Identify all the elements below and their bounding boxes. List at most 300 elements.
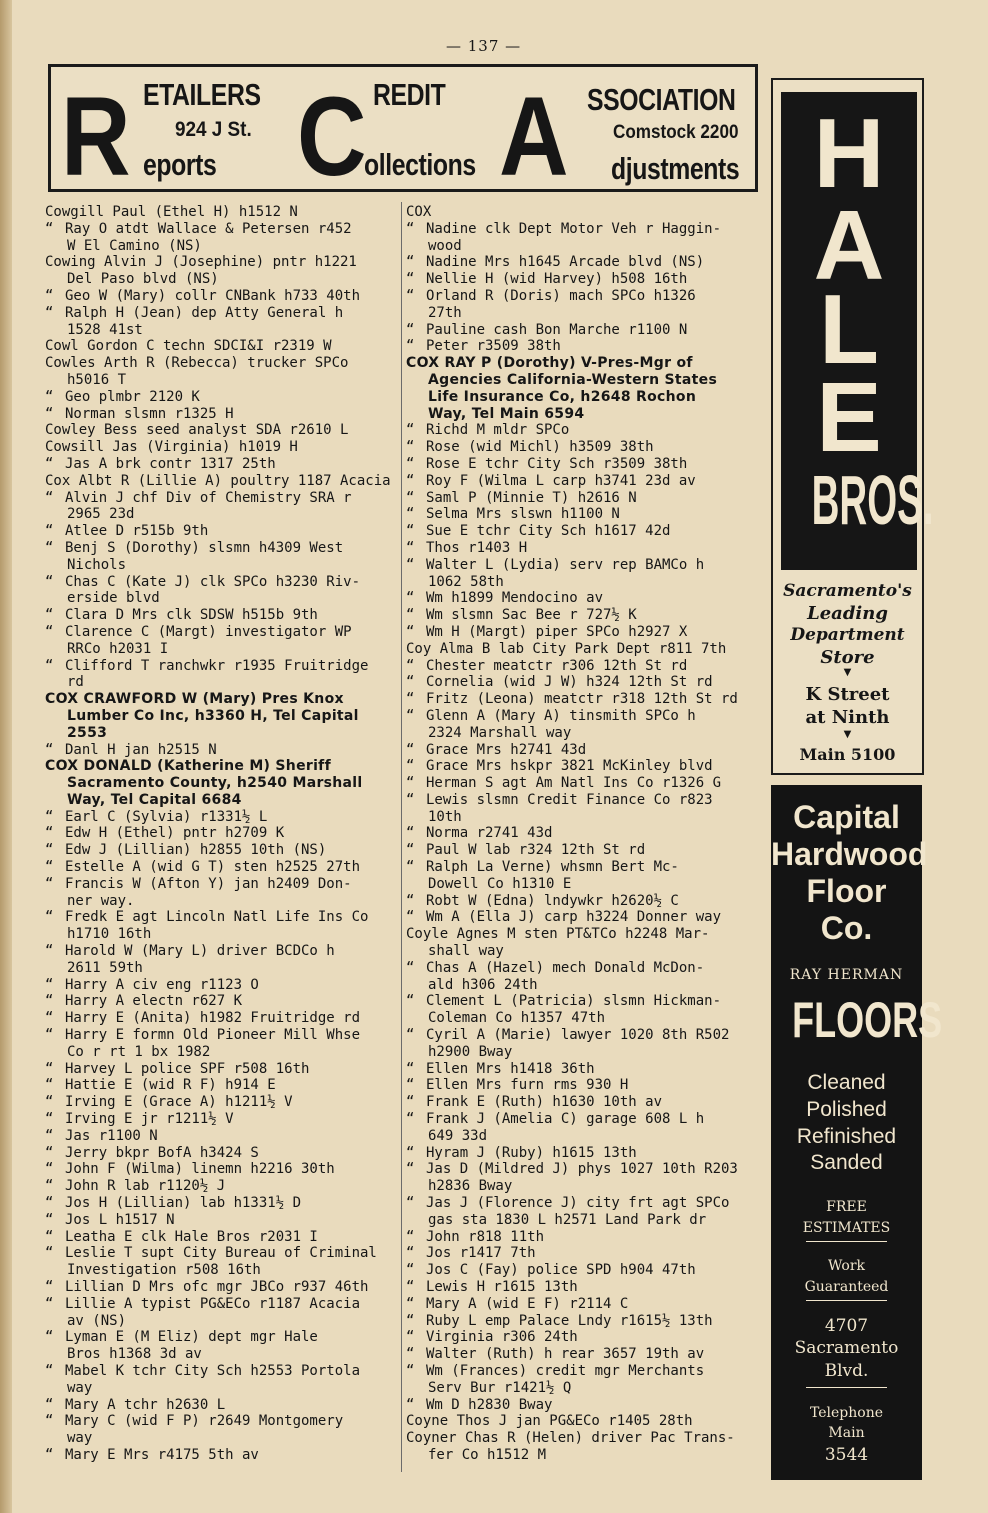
- entry-text: Wm h1899 Mendocino av: [426, 590, 604, 607]
- directory-entry-continuation: [406, 809, 762, 826]
- ditto-mark: “: [45, 825, 54, 842]
- ditto-mark: “: [406, 321, 415, 338]
- directory-entry: [45, 977, 397, 994]
- directory-entry: [406, 1262, 762, 1279]
- ditto-mark: “: [45, 1295, 54, 1312]
- capital-service-1: Cleaned: [807, 1071, 886, 1094]
- ditto-mark: “: [406, 287, 415, 304]
- entry-text: Harold W (Mary L) driver BCDCo h: [65, 943, 335, 960]
- entry-text: Herman S agt Am Natl Ins Co r1326 G: [426, 775, 722, 792]
- directory-entry: [406, 355, 762, 372]
- entry-text: Serv Bur r1421½ Q: [428, 1379, 572, 1396]
- directory-entry: [45, 254, 397, 271]
- ditto-mark: “: [406, 909, 415, 926]
- directory-entry: [45, 1111, 397, 1128]
- directory-entry: [45, 490, 397, 507]
- ditto-mark: “: [406, 1312, 415, 1329]
- entry-text: ner way.: [67, 892, 135, 909]
- entry-text: Estelle A (wid G T) sten h2525 27th: [65, 859, 361, 876]
- ditto-mark: “: [45, 976, 54, 993]
- entry-text: Harry A civ eng r1123 O: [65, 976, 259, 993]
- ditto-mark: “: [406, 1362, 415, 1379]
- entry-text: Norma r2741 43d: [426, 825, 553, 842]
- entry-text: Investigation r508 16th: [67, 1262, 261, 1279]
- directory-entry-continuation: [45, 893, 397, 910]
- directory-entry-continuation: [406, 725, 762, 742]
- entry-text: Rose (wid Michl) h3509 38th: [426, 439, 654, 456]
- entry-text: Richd M mldr SPCo: [426, 422, 570, 439]
- ditto-mark: “: [406, 959, 415, 976]
- banner-r-letter: R: [61, 74, 131, 192]
- banner-djustments: djustments: [611, 151, 740, 186]
- entry-text: 2553: [67, 724, 108, 741]
- entry-text: Ruby L emp Palace Lndy r1615½ 13th: [426, 1312, 713, 1329]
- directory-entry-continuation: [45, 725, 397, 742]
- hale-letter-h: H: [813, 98, 885, 208]
- directory-entry: [406, 557, 762, 574]
- directory-entry: [406, 1061, 762, 1078]
- directory-entry-continuation: [45, 372, 397, 389]
- entry-text: Lumber Co Inc, h3360 H, Tel Capital: [67, 707, 359, 724]
- entry-text: Clara D Mrs clk SDSW h515b 9th: [65, 607, 318, 624]
- ditto-mark: “: [406, 1262, 415, 1279]
- ditto-mark: “: [406, 1144, 415, 1161]
- entry-text: Jas A brk contr 1317 25th: [65, 455, 276, 472]
- directory-entry: [406, 742, 762, 759]
- ditto-mark: “: [45, 607, 54, 624]
- entry-text: Saml P (Minnie T) h2616 N: [426, 489, 637, 506]
- ditto-mark: “: [406, 1027, 415, 1044]
- ditto-mark: “: [406, 741, 415, 758]
- ditto-mark: “: [406, 472, 415, 489]
- directory-entry: [406, 590, 762, 607]
- entry-text: Wm slsmn Sac Bee r 727½ K: [426, 607, 637, 624]
- entry-text: Alvin J chf Div of Chemistry SRA r: [65, 489, 352, 506]
- directory-entry: [45, 1077, 397, 1094]
- ditto-mark: “: [45, 1178, 54, 1195]
- directory-entry: [406, 792, 762, 809]
- ditto-mark: “: [406, 623, 415, 640]
- banner-etailers: ETAILERS: [143, 77, 261, 112]
- capital-guaranteed: Guaranteed: [804, 1279, 889, 1295]
- entry-text: Sacramento County, h2540 Marshall: [67, 775, 363, 792]
- directory-entry: [45, 1094, 397, 1111]
- ditto-mark: “: [406, 1295, 415, 1312]
- ditto-mark: “: [45, 287, 54, 304]
- entry-text: Nadine Mrs h1645 Arcade blvd (NS): [426, 254, 705, 271]
- entry-text: way: [67, 1379, 93, 1396]
- directory-entry-continuation: [406, 305, 762, 322]
- entry-text: Cox Albt R (Lillie A) poultry 1187 Acacia: [45, 472, 391, 489]
- entry-text: Rose E tchr City Sch r3509 38th: [426, 455, 688, 472]
- directory-entry: [45, 204, 397, 221]
- page-spine: [0, 0, 12, 1513]
- ditto-mark: “: [45, 1396, 54, 1413]
- hale-cross-street: at Ninth: [805, 707, 890, 728]
- ditto-mark: “: [45, 388, 54, 405]
- entry-text: Coyle Agnes M sten PT&TCo h2248 Mar-: [406, 926, 710, 943]
- directory-entry: [45, 1397, 397, 1414]
- directory-entry: [45, 288, 397, 305]
- directory-entry: [406, 473, 762, 490]
- directory-entry-continuation: [406, 372, 762, 389]
- ditto-mark: “: [45, 808, 54, 825]
- entry-text: Cowl Gordon C techn SDCI&I r2319 W: [45, 338, 332, 355]
- ditto-mark: “: [406, 220, 415, 237]
- entry-text: gas sta 1830 L h2571 Land Park dr: [428, 1211, 707, 1228]
- ditto-mark: “: [45, 1413, 54, 1430]
- entry-text: Edw J (Lillian) h2855 10th (NS): [65, 842, 327, 859]
- entry-text: Chas C (Kate J) clk SPCo h3230 Riv-: [65, 573, 361, 590]
- entry-text: John r818 11th: [426, 1228, 545, 1245]
- entry-text: Grace Mrs h2741 43d: [426, 741, 587, 758]
- entry-text: Coy Alma B lab City Park Dept r811 7th: [406, 640, 727, 657]
- entry-text: Life Insurance Co, h2648 Rochon: [428, 388, 697, 405]
- directory-entry: [406, 1430, 762, 1447]
- ditto-mark: “: [45, 573, 54, 590]
- directory-entry: [45, 1212, 397, 1229]
- directory-entry: [406, 641, 762, 658]
- entry-text: h1710 16th: [67, 926, 152, 943]
- directory-entry-continuation: [45, 322, 397, 339]
- ditto-mark: “: [406, 691, 415, 708]
- directory-entry: [45, 876, 397, 893]
- directory-entry: [406, 960, 762, 977]
- directory-entry-continuation: [45, 557, 397, 574]
- capital-name-3: Floor: [806, 873, 887, 909]
- directory-entry: [406, 859, 762, 876]
- directory-entry-continuation: [45, 1380, 397, 1397]
- ditto-mark: “: [406, 1346, 415, 1363]
- entry-text: Ralph H (Jean) dep Atty General h: [65, 304, 344, 321]
- directory-entry: [45, 221, 397, 238]
- hale-tagline-3: Department: [790, 625, 905, 645]
- ditto-mark: “: [406, 271, 415, 288]
- directory-entry: [406, 1279, 762, 1296]
- ditto-mark: “: [45, 304, 54, 321]
- directory-entry: [45, 909, 397, 926]
- directory-entry: [406, 523, 762, 540]
- directory-entry-continuation: [45, 271, 397, 288]
- entry-text: Peter r3509 38th: [426, 338, 561, 355]
- hale-bros-word: BROS.: [811, 461, 934, 539]
- entry-text: h2836 Bway: [428, 1178, 513, 1195]
- entry-text: rd: [67, 674, 84, 691]
- directory-entry: [45, 305, 397, 322]
- capital-floors: FLOORS: [792, 992, 943, 1048]
- ditto-mark: “: [406, 1094, 415, 1111]
- entry-text: RRCo h2031 I: [67, 640, 169, 657]
- ditto-mark: “: [406, 607, 415, 624]
- banner-ollections: ollections: [364, 147, 476, 182]
- entry-text: Ray O atdt Wallace & Petersen r452: [65, 220, 352, 237]
- directory-entry: [406, 658, 762, 675]
- ditto-mark: “: [45, 1329, 54, 1346]
- capital-name-2: Hardwood: [771, 836, 928, 872]
- directory-entry: [45, 1061, 397, 1078]
- banner-eports: eports: [143, 147, 217, 182]
- entry-text: Paul W lab r324 12th St rd: [426, 842, 646, 859]
- column-divider: [401, 202, 402, 1472]
- entry-text: Glenn A (Mary A) tinsmith SPCo h: [426, 707, 696, 724]
- entry-text: Harvey L police SPF r508 16th: [65, 1060, 310, 1077]
- ditto-mark: “: [45, 1144, 54, 1161]
- entry-text: h2900 Bway: [428, 1043, 513, 1060]
- entry-text: 1528 41st: [67, 321, 143, 338]
- ditto-mark: “: [406, 523, 415, 540]
- entry-text: shall way: [428, 943, 504, 960]
- directory-entry: [45, 540, 397, 557]
- entry-text: Cowing Alvin J (Josephine) pntr h1221: [45, 254, 357, 271]
- entry-text: Walter L (Lydia) serv rep BAMCo h: [426, 556, 705, 573]
- directory-entry: [45, 1161, 397, 1178]
- ditto-mark: “: [406, 892, 415, 909]
- entry-text: Coyne Thos J jan PG&ECo r1405 28th: [406, 1413, 693, 1430]
- directory-entry: [406, 338, 762, 355]
- ditto-mark: “: [406, 825, 415, 842]
- entry-text: Lewis slsmn Credit Finance Co r823: [426, 791, 713, 808]
- entry-text: Cowgill Paul (Ethel H) h1512 N: [45, 204, 298, 220]
- ditto-mark: “: [406, 1329, 415, 1346]
- entry-text: Cowles Arth R (Rebecca) trucker SPCo: [45, 355, 349, 372]
- directory-entry: [45, 1027, 397, 1044]
- entry-text: Walter (Ruth) h rear 3657 19th av: [426, 1346, 705, 1363]
- entry-text: Wm (Frances) credit mgr Merchants: [426, 1362, 705, 1379]
- capital-address-2: Sacramento: [794, 1338, 899, 1358]
- entry-text: Danl H jan h2515 N: [65, 741, 217, 758]
- entry-text: Clifford T ranchwkr r1935 Fruitridge: [65, 657, 369, 674]
- entry-text: Earl C (Sylvia) r1331½ L: [65, 808, 268, 825]
- ditto-mark: “: [406, 439, 415, 456]
- entry-text: Nellie H (wid Harvey) h508 16th: [426, 271, 688, 288]
- directory-entry: [406, 1027, 762, 1044]
- capital-service-3: Refinished: [796, 1125, 897, 1148]
- entry-text: Cowley Bess seed analyst SDA r2610 L: [45, 422, 349, 439]
- entry-text: Robt W (Edna) lndywkr h2620½ C: [426, 892, 679, 909]
- directory-entry-continuation: [45, 792, 397, 809]
- ditto-mark: “: [406, 775, 415, 792]
- entry-text: Cyril A (Marie) lawyer 1020 8th R502: [426, 1027, 730, 1044]
- directory-entry: [45, 1128, 397, 1145]
- entry-text: Jas J (Florence J) city frt agt SPCo: [426, 1195, 730, 1212]
- capital-work: Work: [827, 1258, 866, 1274]
- entry-text: Atlee D r515b 9th: [65, 523, 209, 540]
- entry-text: Mary E Mrs r4175 5th av: [65, 1446, 259, 1463]
- ditto-mark: “: [406, 707, 415, 724]
- entry-text: Sue E tchr City Sch h1617 42d: [426, 523, 671, 540]
- entry-text: Wm H (Margt) piper SPCo h2927 X: [426, 623, 688, 640]
- directory-entry-continuation: [45, 708, 397, 725]
- directory-entry-continuation: [406, 1447, 762, 1464]
- banner-c-letter: C: [297, 74, 367, 192]
- ditto-mark: “: [406, 1195, 415, 1212]
- entry-text: Benj S (Dorothy) slsmn h4309 West: [65, 539, 344, 556]
- directory-entry-continuation: [45, 238, 397, 255]
- entry-text: Del Paso blvd (NS): [67, 271, 219, 288]
- directory-entry: [45, 1296, 397, 1313]
- directory-entry: [406, 1195, 762, 1212]
- directory-entry: [406, 1145, 762, 1162]
- directory-entry: [45, 473, 397, 490]
- directory-entry: [45, 859, 397, 876]
- entry-text: Frank E (Ruth) h1630 10th av: [426, 1094, 663, 1111]
- hale-phone: Main 5100: [799, 745, 896, 764]
- entry-text: Wm A (Ella J) carp h3224 Donner way: [426, 909, 722, 926]
- entry-text: Mary A tchr h2630 L: [65, 1396, 226, 1413]
- entry-text: Fritz (Leona) meatctr r318 12th St rd: [426, 691, 738, 708]
- arrow-down-icon: ▼: [843, 667, 852, 678]
- directory-entry: [406, 490, 762, 507]
- entry-text: 2965 23d: [67, 506, 135, 523]
- entry-text: Coleman Co h1357 47th: [428, 1010, 606, 1027]
- entry-text: Lillian D Mrs ofc mgr JBCo r937 46th: [65, 1279, 369, 1295]
- directory-entry: [406, 607, 762, 624]
- entry-text: Frank J (Amelia C) garage 608 L h: [426, 1111, 705, 1128]
- directory-entry: [45, 1413, 397, 1430]
- entry-text: 27th: [428, 304, 462, 321]
- directory-entry-continuation: [45, 1044, 397, 1061]
- directory-entry: [406, 540, 762, 557]
- capital-tel-exchange: Main: [828, 1425, 865, 1441]
- capital-address-3: Blvd.: [824, 1361, 869, 1381]
- directory-entry: [406, 204, 762, 221]
- entry-text: Leslie T supt City Bureau of Criminal: [65, 1245, 377, 1262]
- directory-entry: [45, 943, 397, 960]
- hale-street: K Street: [805, 684, 890, 705]
- directory-entry: [45, 758, 397, 775]
- entry-text: Clement L (Patricia) slsmn Hickman-: [426, 993, 722, 1010]
- entry-text: erside blvd: [67, 590, 160, 607]
- directory-entry: [406, 909, 762, 926]
- ditto-mark: “: [45, 842, 54, 859]
- directory-entry: [45, 1279, 397, 1296]
- directory-entry: [406, 825, 762, 842]
- ditto-mark: “: [406, 1060, 415, 1077]
- directory-entry: [406, 674, 762, 691]
- entry-text: Orland R (Doris) mach SPCo h1326: [426, 287, 696, 304]
- ditto-mark: “: [406, 590, 415, 607]
- entry-text: Chester meatctr r306 12th St rd: [426, 657, 688, 674]
- directory-entry: [45, 624, 397, 641]
- ditto-mark: “: [45, 1211, 54, 1228]
- banner-address: 924 J St.: [175, 118, 252, 141]
- entry-text: COX: [406, 204, 432, 220]
- ditto-mark: “: [406, 758, 415, 775]
- ditto-mark: “: [45, 1010, 54, 1027]
- capital-divider: [806, 1387, 887, 1388]
- ditto-mark: “: [45, 1060, 54, 1077]
- entry-text: way: [67, 1430, 93, 1447]
- ditto-mark: “: [45, 1077, 54, 1094]
- directory-entry: [406, 893, 762, 910]
- directory-entry: [45, 355, 397, 372]
- directory-entry: [406, 708, 762, 725]
- ditto-mark: “: [45, 1161, 54, 1178]
- entry-text: Agencies California-Western States: [428, 371, 718, 388]
- directory-entry: [45, 1329, 397, 1346]
- directory-entry: [45, 1447, 397, 1464]
- ditto-mark: “: [45, 1446, 54, 1463]
- ditto-mark: “: [45, 455, 54, 472]
- ditto-mark: “: [45, 1127, 54, 1144]
- ditto-mark: “: [45, 1362, 54, 1379]
- directory-entry-continuation: [45, 590, 397, 607]
- directory-column-right: [406, 204, 762, 1464]
- directory-entry: [406, 1296, 762, 1313]
- entry-text: Jos C (Fay) police SPD h904 47th: [426, 1262, 696, 1279]
- entry-text: Nichols: [67, 556, 127, 573]
- directory-entry: [406, 1245, 762, 1262]
- directory-entry-continuation: [406, 876, 762, 893]
- banner-phone: Comstock 2200: [613, 122, 739, 143]
- entry-text: John R lab r1120½ J: [65, 1178, 226, 1195]
- capital-divider: [806, 1300, 887, 1301]
- entry-text: Way, Tel Main 6594: [428, 405, 585, 422]
- ditto-mark: “: [406, 254, 415, 271]
- entry-text: 2324 Marshall way: [428, 724, 572, 741]
- directory-entry: [406, 1329, 762, 1346]
- entry-text: Co r rt 1 bx 1982: [67, 1043, 211, 1060]
- directory-entry-continuation: [406, 943, 762, 960]
- ditto-mark: “: [406, 455, 415, 472]
- hale-tagline-1: Sacramento's: [783, 581, 912, 601]
- entry-text: John F (Wilma) linemn h2216 30th: [65, 1161, 335, 1178]
- ditto-mark: “: [406, 1161, 415, 1178]
- entry-text: 649 33d: [428, 1127, 488, 1144]
- directory-entry: [406, 1413, 762, 1430]
- entry-text: W El Camino (NS): [67, 237, 202, 254]
- directory-entry-continuation: [45, 926, 397, 943]
- ditto-mark: “: [45, 1027, 54, 1044]
- entry-text: 1062 58th: [428, 573, 504, 590]
- directory-entry: [45, 456, 397, 473]
- entry-text: Grace Mrs hskpr 3821 McKinley blvd: [426, 758, 713, 775]
- entry-text: Jos L h1517 N: [65, 1211, 175, 1228]
- entry-text: COX RAY P (Dorothy) V-Pres-Mgr of: [406, 355, 693, 372]
- ditto-mark: “: [406, 657, 415, 674]
- ditto-mark: “: [45, 1094, 54, 1111]
- capital-telephone: Telephone: [809, 1405, 883, 1421]
- retailers-credit-banner: [48, 64, 758, 192]
- capital-name-4: Co.: [820, 910, 873, 946]
- entry-text: Chas A (Hazel) mech Donald McDon-: [426, 959, 705, 976]
- capital-owner: RAY HERMAN: [789, 967, 904, 983]
- directory-entry: [45, 809, 397, 826]
- directory-entry: [45, 1145, 397, 1162]
- entry-text: Fredk E agt Lincoln Natl Life Ins Co: [65, 909, 369, 926]
- directory-entry-continuation: [45, 1346, 397, 1363]
- entry-text: wood: [428, 237, 462, 254]
- directory-entry-continuation: [45, 1262, 397, 1279]
- ditto-mark: “: [45, 539, 54, 556]
- directory-entry: [45, 1363, 397, 1380]
- entry-text: Jos r1417 7th: [426, 1245, 536, 1262]
- directory-entry: [406, 1077, 762, 1094]
- entry-text: Coyner Chas R (Helen) driver Pac Trans-: [406, 1430, 735, 1447]
- capital-address-1: 4707: [824, 1316, 869, 1336]
- directory-entry-continuation: [45, 960, 397, 977]
- ditto-mark: “: [406, 422, 415, 439]
- entry-text: Norman slsmn r1325 H: [65, 405, 234, 422]
- ditto-mark: “: [406, 1245, 415, 1262]
- directory-entry: [45, 389, 397, 406]
- entry-text: Virginia r306 24th: [426, 1329, 578, 1346]
- ditto-mark: “: [45, 657, 54, 674]
- capital-hardwood-ad: [771, 785, 943, 1480]
- hale-letter-a: A: [813, 190, 885, 300]
- directory-entry: [406, 1111, 762, 1128]
- banner-ssociation: SSOCIATION: [587, 82, 736, 117]
